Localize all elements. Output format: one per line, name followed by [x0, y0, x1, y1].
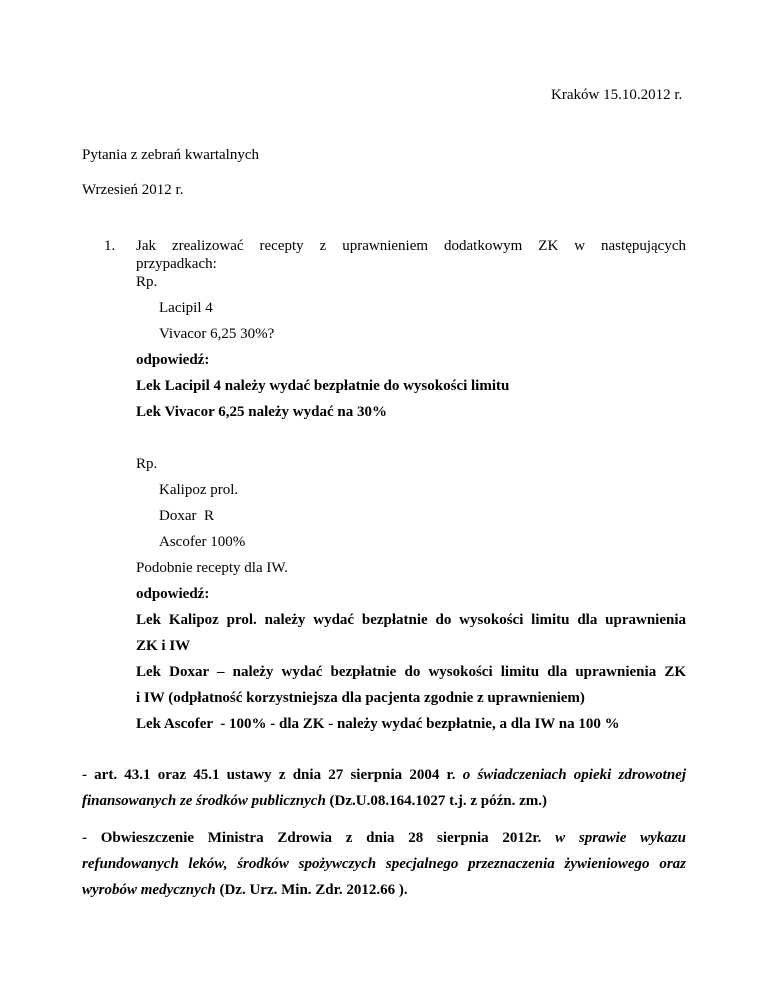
rx2-note: Podobnie recepty dla IW. [136, 560, 288, 576]
ref1-line1 [82, 766, 686, 784]
ref2-title-part1: w sprawie wykazu [555, 830, 686, 846]
ref2-title-part3: wyrobów medycznych [82, 882, 216, 898]
rx2-answer1-line2: ZK i IW [136, 638, 191, 654]
document-month: Wrzesień 2012 r. [82, 182, 184, 198]
rx2-answer2-line2: i IW (odpłatność korzystniejsza dla pacjenta zgodnie z uprawnieniem) [136, 690, 585, 706]
rx2-answer-label: odpowiedź: [136, 586, 210, 602]
question-number: 1. [104, 238, 116, 254]
ref1-suffix: (Dz.U.08.164.1027 t.j. z późn. zm.) [329, 793, 548, 809]
document-title: Pytania z zebrań kwartalnych [82, 147, 260, 163]
ref1-title-part2: finansowanych ze środków publicznych [82, 793, 326, 809]
ref2-prefix: - Obwieszczenie Ministra Zdrowia z dnia 28 sierpnia 2012r. [82, 830, 542, 846]
rx1-item: Lacipil 4 [159, 300, 213, 316]
place-date: Kraków 15.10.2012 r. [551, 87, 683, 103]
rx2-answer3: Lek Ascofer - 100% - dla ZK - należy wydać bezpłatnie, a dla IW na 100 % [136, 716, 620, 732]
rx2-answer1-line1: Lek Kalipoz prol. należy wydać bezpłatnie do wysokości limitu dla uprawnienia [136, 612, 686, 628]
rx1-item: Vivacor 6,25 30%? [159, 326, 275, 342]
rx2-answer2-line1: Lek Doxar – należy wydać bezpłatnie do wysokości limitu dla uprawnienia ZK [136, 664, 686, 680]
rx2-item: Doxar R [159, 508, 214, 524]
rx2-label: Rp. [136, 456, 158, 472]
ref2-suffix: (Dz. Urz. Min. Zdr. 2012.66 ). [219, 882, 408, 898]
rx1-label: Rp. [136, 274, 158, 290]
ref1-prefix: - art. 43.1 oraz 45.1 ustawy z dnia 27 sierpnia 2004 r. [82, 767, 456, 783]
rx1-answer: Lek Lacipil 4 należy wydać bezpłatnie do wysokości limitu [136, 378, 510, 394]
ref2-line1 [82, 829, 686, 847]
rx2-item: Kalipoz prol. [159, 482, 239, 498]
rx1-answer-label: odpowiedź: [136, 352, 210, 368]
rx1-answer: Lek Vivacor 6,25 należy wydać na 30% [136, 404, 387, 420]
rx2-item: Ascofer 100% [159, 534, 246, 550]
ref2-line2: refundowanych leków, środków spożywczych specjalnego przeznaczenia żywieniowego oraz [82, 856, 686, 872]
question-text-line1: Jak zrealizować recepty z uprawnieniem dodatkowym ZK w następujących [136, 238, 686, 254]
question-text-line2: przypadkach: [136, 256, 217, 272]
ref1-title-part1: o świadczeniach opieki zdrowotnej [462, 767, 687, 783]
ref1-line2 [82, 792, 547, 810]
ref2-line3 [82, 881, 408, 899]
